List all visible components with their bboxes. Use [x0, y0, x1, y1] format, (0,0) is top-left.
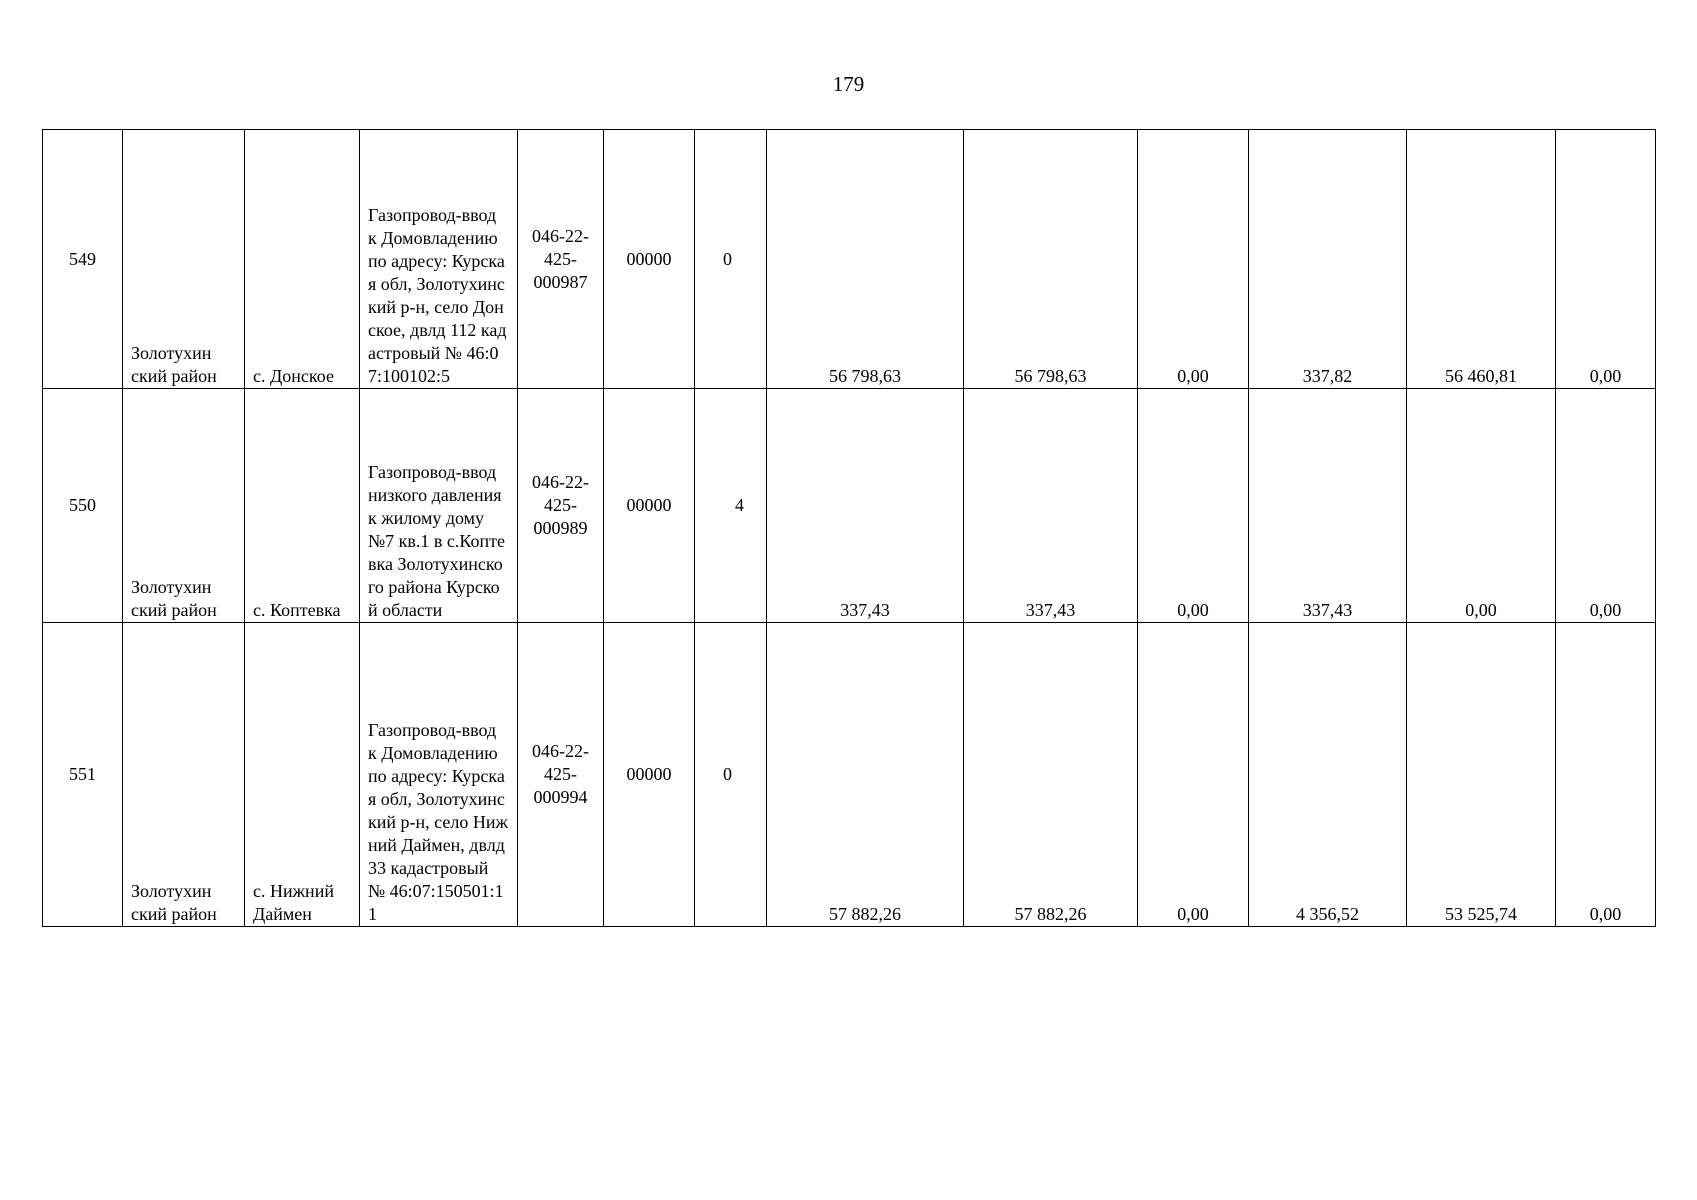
value-cell-3: 0,00 [1138, 623, 1249, 927]
code-cell: 00000 [604, 623, 695, 927]
asset-registry-table [42, 129, 1656, 927]
row-number: 550 [43, 389, 123, 623]
inventory-number-cell: 046-22-425-000994 [518, 623, 604, 927]
quantity-cell: 4 [695, 389, 767, 623]
quantity-cell: 0 [695, 130, 767, 389]
quantity-cell: 0 [695, 623, 767, 927]
value-cell-6: 0,00 [1556, 130, 1656, 389]
village-cell: с. Донское [245, 130, 360, 389]
code-cell: 00000 [604, 389, 695, 623]
object-name-cell: Газопровод-ввод к Домовладению по адресу: Курская обл, Золотухинский р-н, село Нижний Даймен, двлд 33 кадастровый № 46:07:150501:11 [360, 623, 518, 927]
value-cell-4: 337,82 [1249, 130, 1407, 389]
district-cell: Золотухин ский район [123, 130, 245, 389]
table-row [43, 389, 1656, 623]
district-cell: Золотухин ский район [123, 389, 245, 623]
code-cell: 00000 [604, 130, 695, 389]
village-cell: с. Коптевка [245, 389, 360, 623]
value-cell-6: 0,00 [1556, 623, 1656, 927]
row-number: 549 [43, 130, 123, 389]
inventory-number-cell: 046-22-425-000987 [518, 130, 604, 389]
value-cell-1: 56 798,63 [767, 130, 964, 389]
page-number: 179 [832, 72, 865, 96]
row-number: 551 [43, 623, 123, 927]
value-cell-2: 57 882,26 [964, 623, 1138, 927]
value-cell-6: 0,00 [1556, 389, 1656, 623]
table-row [43, 623, 1656, 927]
district-cell: Золотухин ский район [123, 623, 245, 927]
value-cell-4: 4 356,52 [1249, 623, 1407, 927]
village-cell: с. Нижний Даймен [245, 623, 360, 927]
value-cell-5: 53 525,74 [1407, 623, 1556, 927]
inventory-number-cell: 046-22-425-000989 [518, 389, 604, 623]
table-row [43, 130, 1656, 389]
object-name-cell: Газопровод-ввод низкого давления к жилому дому №7 кв.1 в с.Коптевка Золотухинского района Курской области [360, 389, 518, 623]
value-cell-2: 337,43 [964, 389, 1138, 623]
value-cell-5: 56 460,81 [1407, 130, 1556, 389]
value-cell-4: 337,43 [1249, 389, 1407, 623]
value-cell-3: 0,00 [1138, 130, 1249, 389]
value-cell-2: 56 798,63 [964, 130, 1138, 389]
value-cell-3: 0,00 [1138, 389, 1249, 623]
value-cell-1: 337,43 [767, 389, 964, 623]
value-cell-1: 57 882,26 [767, 623, 964, 927]
object-name-cell: Газопровод-ввод к Домовладению по адресу: Курская обл, Золотухинский р-н, село Донское, двлд 112 кадастровый № 46:07:100102:5 [360, 130, 518, 389]
value-cell-5: 0,00 [1407, 389, 1556, 623]
